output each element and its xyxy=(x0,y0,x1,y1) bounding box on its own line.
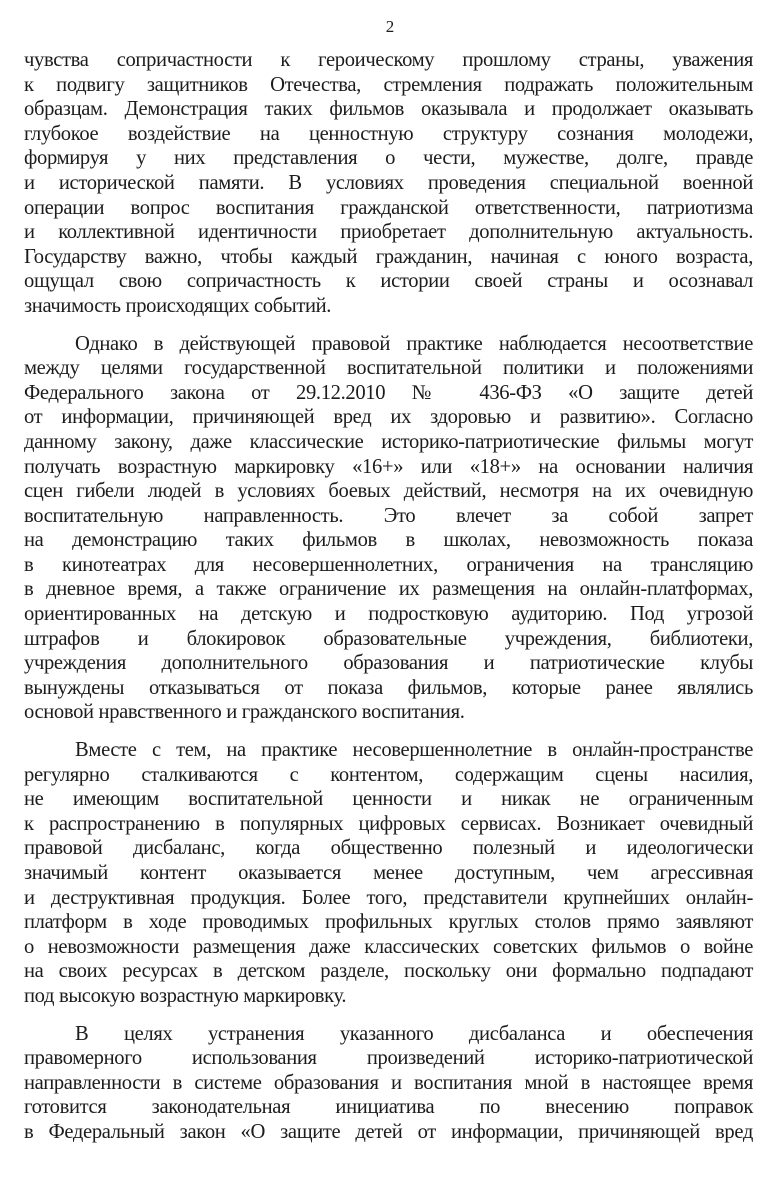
text-line: правомерного использования произведений историко-патриотической xyxy=(24,1047,753,1070)
text-line: учреждения дополнительного образования и патриотические клубы xyxy=(24,652,753,675)
page-number: 2 xyxy=(385,17,395,36)
text-line: платформ в ходе проводимых профильных круглых столов прямо заявляют xyxy=(24,911,753,934)
paragraph xyxy=(24,1022,753,1145)
text-line: операции вопрос воспитания гражданской ответственности, патриотизма xyxy=(24,196,753,219)
text-line: получать возрастную маркировку «16+» или «18+» на основании наличия xyxy=(24,455,753,478)
text-line: о невозможности размещения даже классических советских фильмов о войне xyxy=(24,935,753,958)
text-line: правовой дисбаланс, когда общественно полезный и идеологически xyxy=(24,837,753,860)
text-line: чувства сопричастности к героическому прошлому страны, уважения xyxy=(24,49,753,71)
text-line: не имеющим воспитательной ценности и никак не ограниченным xyxy=(24,788,753,811)
text-line: ощущал свою сопричастность к истории своей страны и осознавал xyxy=(24,270,753,293)
text-line: формируя у них представления о чести, мужестве, долге, правде xyxy=(24,147,753,170)
text-line: на своих ресурсах в детском разделе, поскольку они формально подпадают xyxy=(24,960,753,983)
text-line: глубокое воздействие на ценностную структуру сознания молодежи, xyxy=(24,122,753,145)
text-line: готовится законодательная инициатива по внесению поправок xyxy=(24,1096,753,1119)
text-line: между целями государственной воспитательной политики и положениями xyxy=(24,357,753,380)
text-line: Федерального закона от 29.12.2010 № 436-ФЗ «О защите детей xyxy=(24,381,753,404)
document-body xyxy=(24,48,753,1145)
text-line: значимый контент оказывается менее доступным, чем агрессивная xyxy=(24,862,753,884)
text-line: к распространению в популярных цифровых сервисах. Возникает очевидный xyxy=(24,812,753,835)
text-line: данному закону, даже классические историко-патриотические фильмы могут xyxy=(24,430,753,453)
text-line: основой нравственного и гражданского воспитания. xyxy=(24,701,465,724)
text-line: направленности в системе образования и воспитания мной в настоящее время xyxy=(24,1071,753,1094)
text-line: регулярно сталкиваются с контентом, содержащим сцены насилия, xyxy=(24,763,753,786)
text-line: штрафов и блокировок образовательные учреждения, библиотеки, xyxy=(24,627,753,650)
text-line: в кинотеатрах для несовершеннолетних, ограничения на трансляцию xyxy=(24,553,753,576)
text-line: вынуждены отказываться от показа фильмов, которые ранее являлись xyxy=(24,676,753,699)
paragraph xyxy=(24,332,753,726)
text-line: к подвигу защитников Отечества, стремления подражать положительным xyxy=(24,73,753,96)
text-line: значимость происходящих событий. xyxy=(24,294,332,317)
text-line: Вместе с тем, на практике несовершеннолетние в онлайн-пространстве xyxy=(75,739,753,762)
paragraph xyxy=(24,48,753,319)
paragraph-spacing xyxy=(24,319,753,332)
text-line: и коллективной идентичности приобретает дополнительную актуальность. xyxy=(24,221,753,244)
text-line: от информации, причиняющей вред их здоровью и развитию». Согласно xyxy=(24,406,753,429)
text-line: Однако в действующей правовой практике наблюдается несоответствие xyxy=(75,332,753,355)
text-line: воспитательную направленность. Это влечет за собой запрет xyxy=(24,504,753,527)
text-line: сцен гибели людей в условиях боевых действий, несмотря на их очевидную xyxy=(24,480,753,503)
text-line: и исторической памяти. В условиях проведения специальной военной xyxy=(24,171,753,194)
paragraph xyxy=(24,738,753,1009)
text-line: Государству важно, чтобы каждый гражданин, начиная с юного возраста, xyxy=(24,245,753,268)
text-line: образцам. Демонстрация таких фильмов оказывала и продолжает оказывать xyxy=(24,98,753,121)
text-line: в Федеральный закон «О защите детей от информации, причиняющей вред xyxy=(24,1120,753,1143)
text-line: В целях устранения указанного дисбаланса и обеспечения xyxy=(75,1022,753,1045)
paragraph-spacing xyxy=(24,725,753,738)
paragraph-spacing xyxy=(24,1009,753,1022)
text-line: на демонстрацию таких фильмов в школах, невозможность показа xyxy=(24,529,753,552)
text-line: в дневное время, а также ограничение их размещения на онлайн-платформах, xyxy=(24,578,753,601)
text-line: под высокую возрастную маркировку. xyxy=(24,984,347,1007)
text-line: ориентированных на детскую и подростковую аудиторию. Под угрозой xyxy=(24,603,753,626)
text-line: и деструктивная продукция. Более того, представители крупнейших онлайн- xyxy=(24,886,753,909)
